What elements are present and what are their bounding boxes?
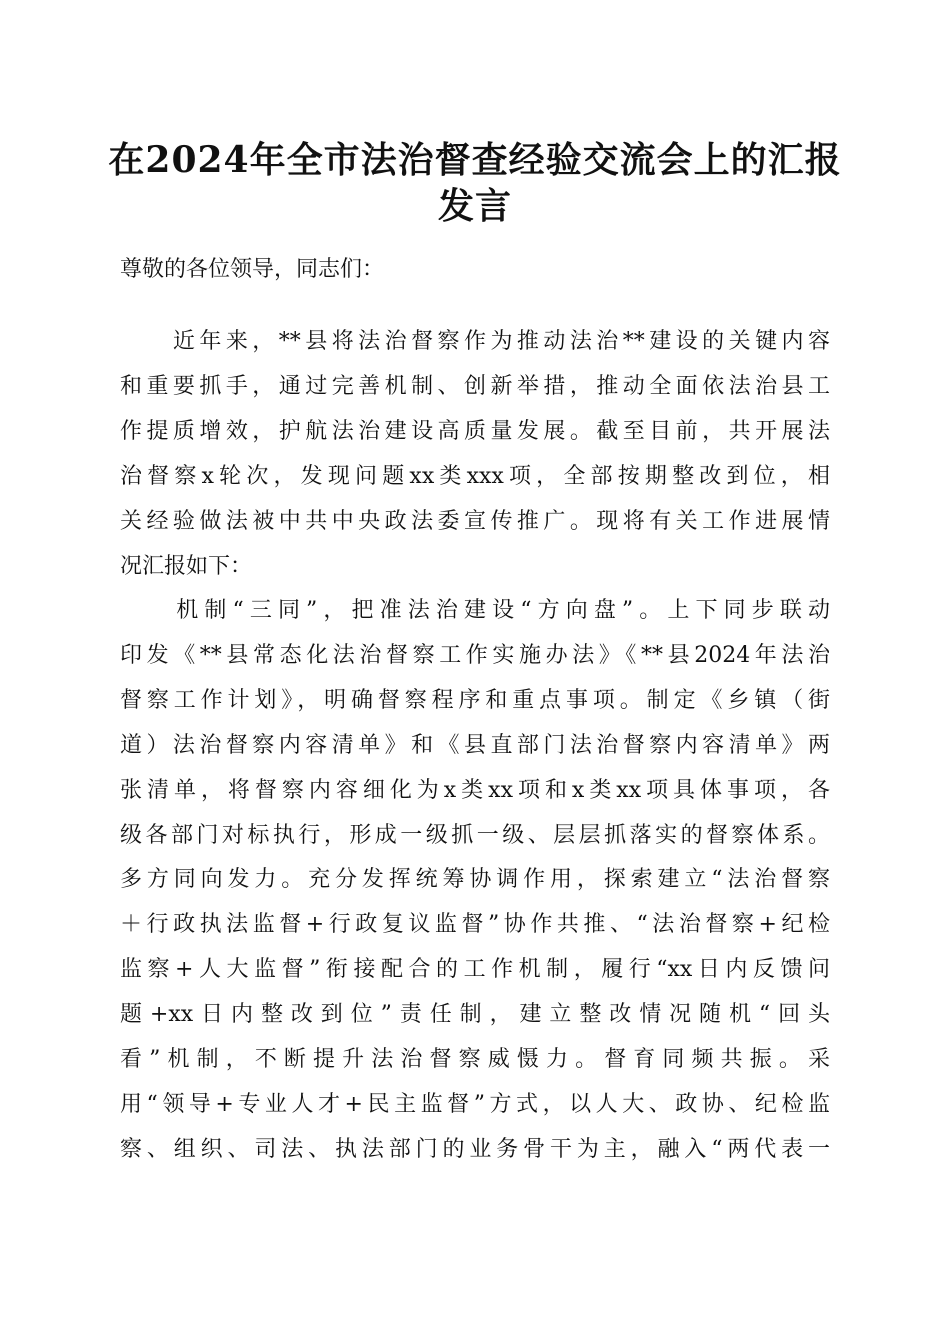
paragraph-2-line: ＋行政执法监督+行政复议监督”协作共推、“法治督察+纪检 <box>120 912 830 937</box>
paragraph-1-line: 治督察x轮次，发现问题xx类xxx项，全部按期整改到位，相 <box>120 464 830 489</box>
paragraph-1-line: 关经验做法被中共中央政法委宣传推广。现将有关工作进展情 <box>120 509 830 534</box>
document-title-line-2: 发言 <box>437 185 512 227</box>
salutation: 尊敬的各位领导，同志们： <box>120 257 385 282</box>
paragraph-2-line: 督察工作计划》，明确督察程序和重点事项。制定《乡镇（街 <box>120 688 830 713</box>
paragraph-1-line: 和重要抓手，通过完善机制、创新举措，推动全面依法治县工 <box>120 374 830 399</box>
paragraph-2-line: 监察+人大监督”衔接配合的工作机制，履行“xx日内反馈问 <box>120 957 830 982</box>
paragraph-1-line: 况汇报如下： <box>120 554 253 579</box>
paragraph-2-line: 机制“三同”，把准法治建设“方向盘”。上下同步联动 <box>120 598 830 623</box>
paragraph-2-line: 看”机制，不断提升法治督察威慑力。督育同频共振。采 <box>120 1047 830 1072</box>
paragraph-2-line: 题+xx日内整改到位”责任制，建立整改情况随机“回头 <box>120 1002 830 1027</box>
paragraph-2-line: 察、组织、司法、执法部门的业务骨干为主，融入“两代表一 <box>120 1137 830 1162</box>
document-title-line-1: 在2024年全市法治督查经验交流会上的汇报 <box>108 139 842 181</box>
paragraph-2-line: 多方同向发力。充分发挥统筹协调作用，探索建立“法治督察 <box>120 867 830 892</box>
paragraph-1-line: 作提质增效，护航法治建设高质量发展。截至目前，共开展法 <box>120 419 830 444</box>
paragraph-2-line: 道）法治督察内容清单》和《县直部门法治督察内容清单》两 <box>120 733 830 758</box>
paragraph-2-line: 张清单，将督察内容细化为x类xx项和x类xx项具体事项，各 <box>120 778 830 803</box>
paragraph-2-line: 用“领导+专业人才+民主监督”方式，以人大、政协、纪检监 <box>120 1092 830 1117</box>
paragraph-1-line: 近年来，**县将法治督察作为推动法治**建设的关键内容 <box>120 329 830 354</box>
paragraph-2-line: 印发《**县常态化法治督察工作实施办法》《**县2024年法治 <box>120 643 830 668</box>
paragraph-2-line: 级各部门对标执行，形成一级抓一级、层层抓落实的督察体系。 <box>120 823 830 848</box>
